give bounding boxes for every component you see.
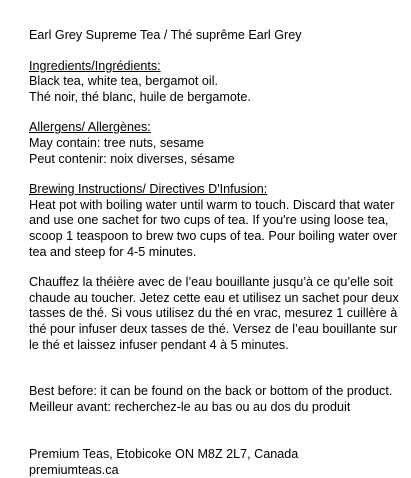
allergens-line-fr: Peut contenir: noix diverses, sésame [29,151,235,166]
brewing-fr-line: tasses de thé. Si vous utilisez du thé en vrac, mesurez 1 cuillère à [29,306,398,321]
company-address: Premium Teas, Etobicoke ON M8Z 2L7, Canada [29,447,299,462]
brewing-fr-line: chaude au toucher. Jetez cette eau et utilisez un sachet pour deux [29,290,399,305]
brewing-french-paragraph [29,275,404,353]
ingredients-section [29,59,404,106]
brewing-heading: Brewing Instructions/ Directives D'Infusion: [29,182,268,197]
product-title [29,28,404,44]
best-before-section [29,384,404,415]
ingredients-line-en: Black tea, white tea, bergamot oil. [29,74,219,89]
best-before-line-fr: Meilleur avant: recherchez-le au bas ou au dos du produit [29,399,351,414]
brewing-en-line: tea and steep for 4-5 minutes. [29,244,197,259]
product-title-text: Earl Grey Supreme Tea / Thé suprême Earl Grey [29,28,302,42]
brewing-en-line: Heat pot with boiling water until warm to touch. Discard that water [29,197,395,212]
label-document [29,28,404,478]
brewing-english-paragraph [29,198,404,260]
allergens-heading: Allergens/ Allergènes: [29,120,151,135]
best-before-line-en: Best before: it can be found on the back or bottom of the product. [29,384,393,399]
allergens-line-en: May contain: tree nuts, sesame [29,135,204,150]
brewing-section [29,182,404,353]
brewing-fr-line: le thé et laissez infuser pendant 4 à 5 minutes. [29,337,289,352]
allergens-section [29,120,404,167]
company-section [29,447,404,478]
company-website: premiumteas.ca [29,462,119,477]
brewing-en-line: and use one sachet for two cups of tea. If you're using loose tea, [29,213,389,228]
brewing-fr-line: Chauffez la théière avec de l’eau bouillante jusqu’à ce qu’elle soit [29,275,393,290]
brewing-en-line: scoop 1 teaspoon to brew two cups of tea. Pour boiling water over [29,228,398,243]
ingredients-line-fr: Thé noir, thé blanc, huile de bergamote. [29,89,251,104]
brewing-fr-line: thé pour infuser deux tasses de thé. Versez de l’eau bouillante sur [29,321,398,336]
ingredients-heading: Ingredients/Ingrédients: [29,58,161,73]
